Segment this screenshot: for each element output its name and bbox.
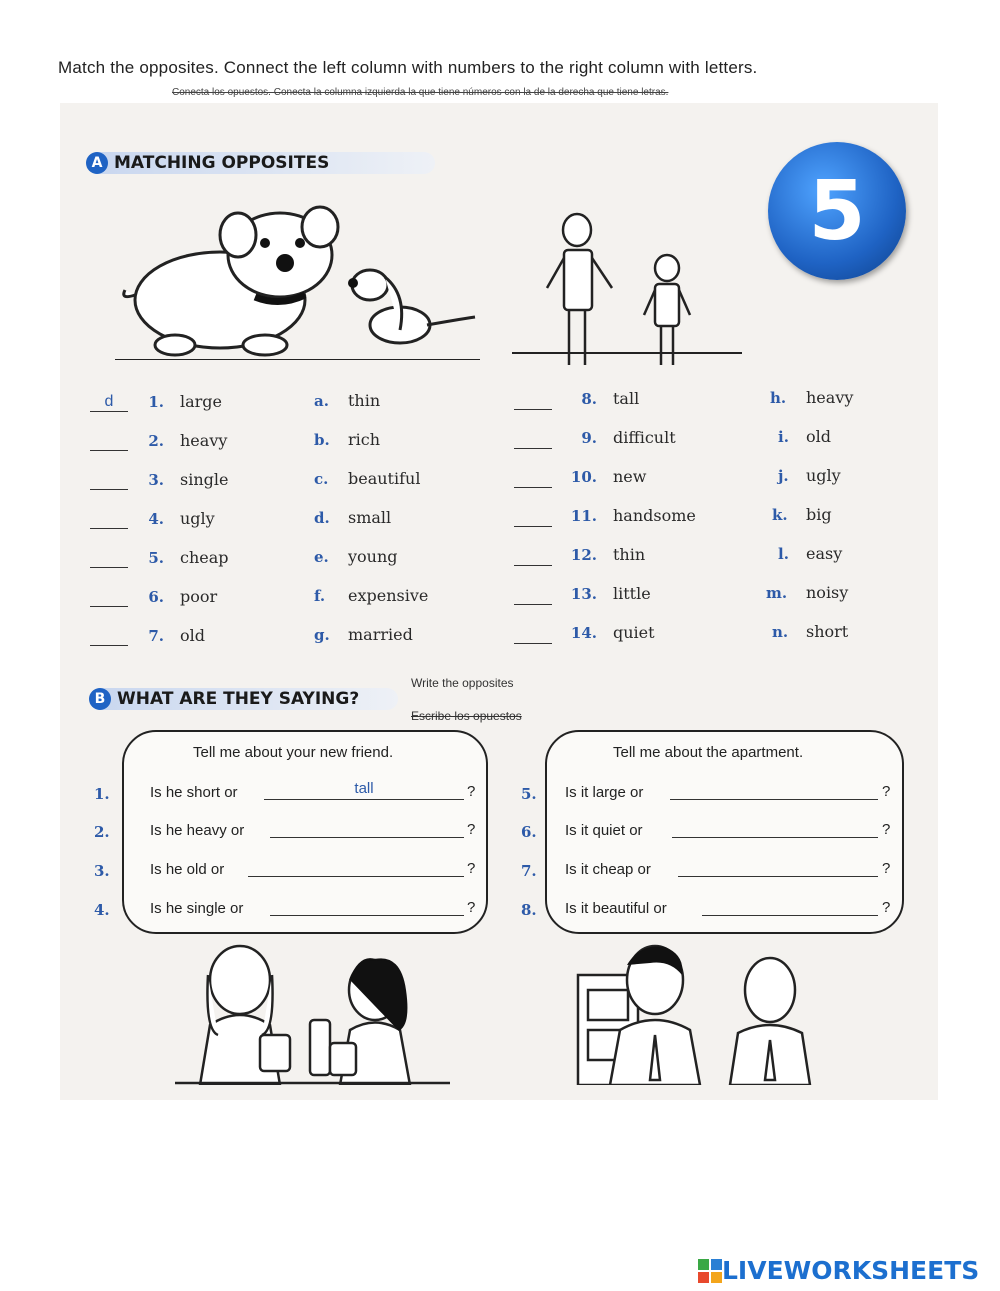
section-a-title-text: MATCHING OPPOSITES xyxy=(114,153,330,173)
answer-field-8[interactable] xyxy=(702,897,878,916)
question-text-2: Is he heavy or xyxy=(150,822,245,839)
question-number-1: 1. xyxy=(94,785,110,803)
item-number-11: 11. xyxy=(570,507,597,525)
question-mark-3: ? xyxy=(467,860,476,877)
option-letter-k: k. xyxy=(772,506,788,524)
answer-blank-12[interactable] xyxy=(514,547,552,566)
option-word-i: old xyxy=(806,427,831,446)
option-letter-f: f. xyxy=(314,587,326,605)
tall-short-men-illustration xyxy=(512,210,742,370)
question-text-4: Is he single or xyxy=(150,900,244,917)
question-text-3: Is he old or xyxy=(150,861,225,878)
item-word-1: large xyxy=(180,392,223,411)
answer-field-2[interactable] xyxy=(270,819,464,838)
question-text-5: Is it large or xyxy=(565,784,644,801)
option-word-a: thin xyxy=(348,391,381,410)
question-text-1: Is he short or xyxy=(150,784,238,801)
item-number-14: 14. xyxy=(570,624,597,642)
answer-blank-5[interactable] xyxy=(90,549,128,568)
answer-field-4[interactable] xyxy=(270,897,464,916)
option-letter-b: b. xyxy=(314,431,330,449)
option-word-k: big xyxy=(806,505,832,524)
answer-blank-7[interactable] xyxy=(90,627,128,646)
option-word-c: beautiful xyxy=(348,469,421,488)
question-mark-5: ? xyxy=(882,783,891,800)
option-word-d: small xyxy=(348,508,392,527)
option-letter-j: j. xyxy=(778,467,789,485)
option-word-m: noisy xyxy=(806,583,849,602)
item-word-3: single xyxy=(180,470,229,489)
question-mark-7: ? xyxy=(882,860,891,877)
option-letter-c: c. xyxy=(314,470,329,488)
question-number-8: 8. xyxy=(521,901,537,919)
men-talking-illustration xyxy=(570,935,850,1085)
question-mark-4: ? xyxy=(467,899,476,916)
item-number-12: 12. xyxy=(570,546,597,564)
question-number-7: 7. xyxy=(521,862,537,880)
option-letter-l: l. xyxy=(778,545,789,563)
item-number-5: 5. xyxy=(148,549,164,567)
answer-blank-9[interactable] xyxy=(514,430,552,449)
bubble-apartment-heading: Tell me about the apartment. xyxy=(613,744,804,761)
question-text-6: Is it quiet or xyxy=(565,822,643,839)
item-number-3: 3. xyxy=(148,471,164,489)
question-text-8: Is it beautiful or xyxy=(565,900,667,917)
write-opposites-note: Write the opposites xyxy=(411,676,514,690)
option-letter-h: h. xyxy=(770,389,787,407)
answer-blank-13[interactable] xyxy=(514,586,552,605)
answer-blank-1[interactable]: d xyxy=(90,393,128,412)
liveworksheets-logo-icon xyxy=(698,1259,722,1283)
question-mark-1: ? xyxy=(467,783,476,800)
option-letter-i: i. xyxy=(778,428,789,446)
item-word-9: difficult xyxy=(613,428,676,447)
item-word-10: new xyxy=(613,467,647,486)
option-letter-e: e. xyxy=(314,548,329,566)
item-number-6: 6. xyxy=(148,588,164,606)
women-talking-illustration xyxy=(160,935,460,1085)
item-word-6: poor xyxy=(180,587,218,606)
item-number-7: 7. xyxy=(148,627,164,645)
answer-blank-10[interactable] xyxy=(514,469,552,488)
question-number-3: 3. xyxy=(94,862,110,880)
question-number-2: 2. xyxy=(94,823,110,841)
section-a-badge: A xyxy=(86,152,108,174)
bubble-friend-heading: Tell me about your new friend. xyxy=(193,744,394,761)
instruction-text: Match the opposites. Connect the left column with numbers to the right column with letters. xyxy=(58,58,758,77)
item-number-8: 8. xyxy=(581,390,597,408)
question-mark-6: ? xyxy=(882,821,891,838)
answer-blank-4[interactable] xyxy=(90,510,128,529)
dogs-illustration xyxy=(115,205,480,360)
option-letter-a: a. xyxy=(314,392,329,410)
item-word-5: cheap xyxy=(180,548,229,567)
question-mark-8: ? xyxy=(882,899,891,916)
item-word-4: ugly xyxy=(180,509,215,528)
question-number-6: 6. xyxy=(521,823,537,841)
option-letter-n: n. xyxy=(772,623,789,641)
option-word-b: rich xyxy=(348,430,381,449)
answer-field-3[interactable] xyxy=(248,858,464,877)
answer-blank-2[interactable] xyxy=(90,432,128,451)
item-word-13: little xyxy=(613,584,651,603)
answer-field-1[interactable]: tall xyxy=(264,781,464,800)
answer-blank-8[interactable] xyxy=(514,391,552,410)
write-opposites-note-spanish: Escribe los opuestos xyxy=(411,709,522,723)
option-word-j: ugly xyxy=(806,466,841,485)
section-b-title-text: WHAT ARE THEY SAYING? xyxy=(117,689,360,709)
answer-field-6[interactable] xyxy=(672,819,878,838)
option-letter-d: d. xyxy=(314,509,330,527)
unit-number-badge: 5 xyxy=(768,142,906,280)
section-b-title xyxy=(89,688,359,710)
answer-blank-6[interactable] xyxy=(90,588,128,607)
question-text-7: Is it cheap or xyxy=(565,861,651,878)
answer-blank-3[interactable] xyxy=(90,471,128,490)
option-letter-g: g. xyxy=(314,626,330,644)
instruction-spanish-text: Conecta los opuestos. Conecta la columna izquierda la que tiene números con la de la derecha que tiene letras. xyxy=(172,87,669,98)
answer-blank-14[interactable] xyxy=(514,625,552,644)
answer-field-5[interactable] xyxy=(670,781,878,800)
option-word-h: heavy xyxy=(806,388,854,407)
option-letter-m: m. xyxy=(766,584,788,602)
question-number-5: 5. xyxy=(521,785,537,803)
answer-field-7[interactable] xyxy=(678,858,878,877)
item-number-1: 1. xyxy=(148,393,164,411)
option-word-l: easy xyxy=(806,544,843,563)
item-number-9: 9. xyxy=(581,429,597,447)
item-word-14: quiet xyxy=(613,623,655,642)
item-word-11: handsome xyxy=(613,506,696,525)
liveworksheets-brand xyxy=(698,1256,979,1285)
answer-blank-11[interactable] xyxy=(514,508,552,527)
section-a-title xyxy=(86,152,329,174)
item-word-7: old xyxy=(180,626,205,645)
option-word-g: married xyxy=(348,625,413,644)
item-number-10: 10. xyxy=(570,468,597,486)
section-b-badge: B xyxy=(89,688,111,710)
option-word-n: short xyxy=(806,622,849,641)
option-word-e: young xyxy=(348,547,398,566)
question-number-4: 4. xyxy=(94,901,110,919)
item-word-2: heavy xyxy=(180,431,228,450)
item-word-12: thin xyxy=(613,545,646,564)
item-number-4: 4. xyxy=(148,510,164,528)
option-word-f: expensive xyxy=(348,586,429,605)
item-number-2: 2. xyxy=(148,432,164,450)
question-mark-2: ? xyxy=(467,821,476,838)
item-number-13: 13. xyxy=(570,585,597,603)
liveworksheets-brand-text: LIVEWORKSHEETS xyxy=(722,1256,980,1285)
item-word-8: tall xyxy=(613,389,640,408)
